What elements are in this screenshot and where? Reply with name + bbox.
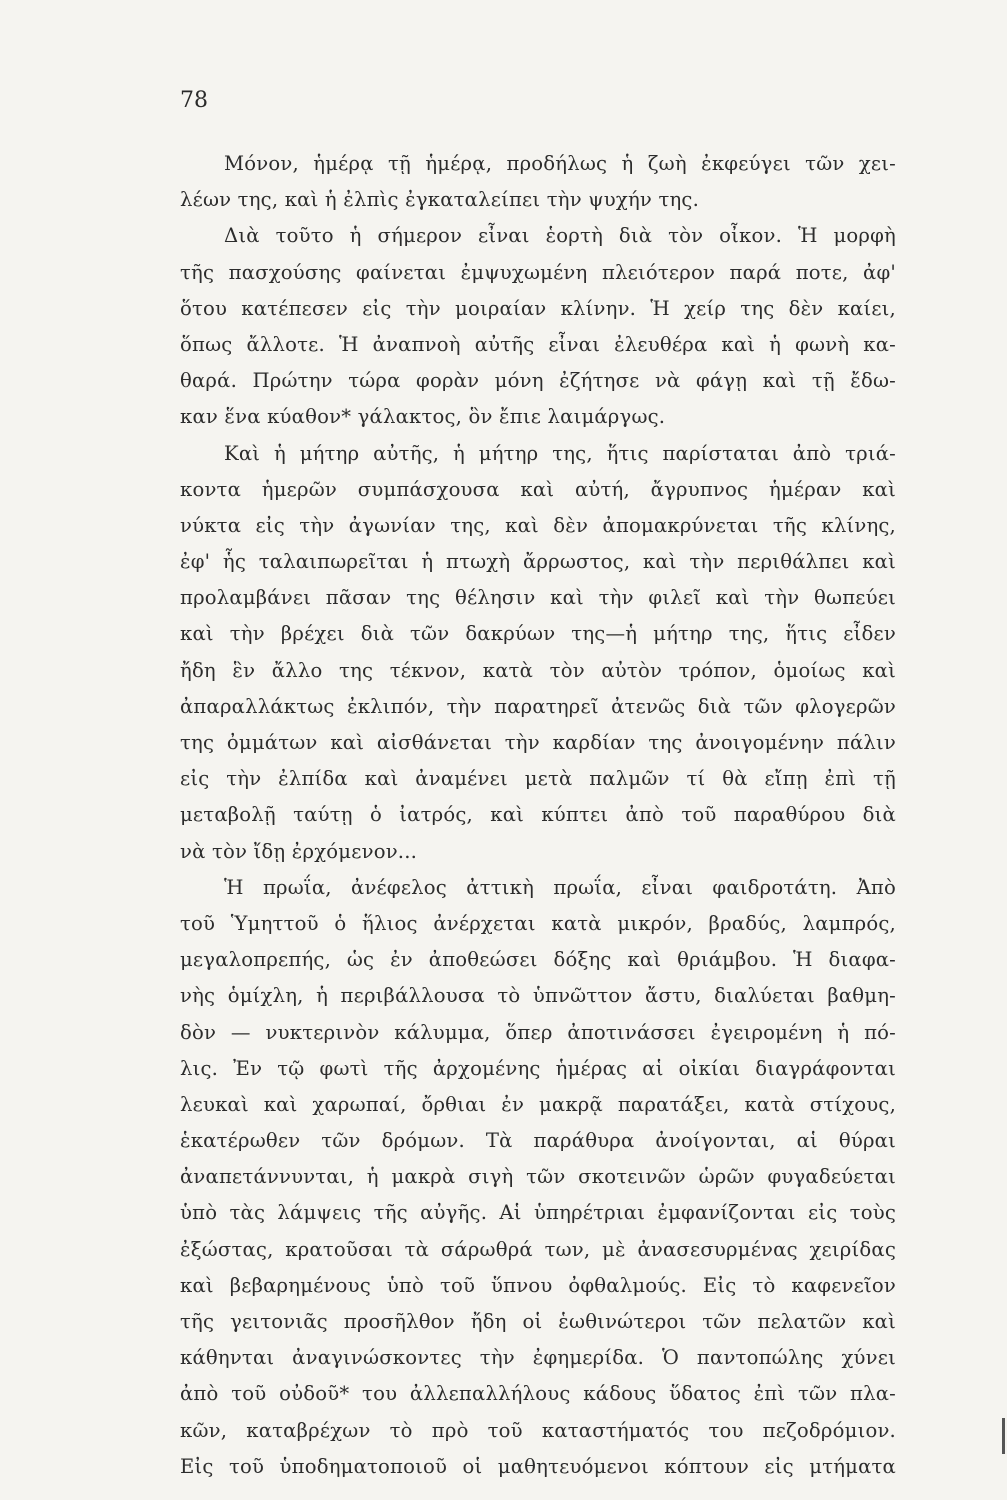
text-line: καν ἕνα κύαθον* γάλακτος, ὃν ἔπιε λαιμάργως. — [180, 405, 666, 429]
text-line: ἐξώστας, κρατοῦσαι τὰ σάρωθρά των, μὲ ἀνασεσυρμένας χειρίδας — [180, 1237, 896, 1261]
text-line: ὅτου κατέπεσεν εἰς τὴν μοιραίαν κλίνην. Ἡ χείρ της δὲν καίει, — [180, 296, 896, 320]
text-line: εἰς τὴν ἐλπίδα καὶ ἀναμένει μετὰ παλμῶν τί θὰ εἴπῃ ἐπὶ τῇ — [180, 767, 896, 791]
text-line: ἀπὸ τοῦ οὐδοῦ* του ἀλλεπαλλήλους κάδους ὕδατος ἐπὶ τῶν πλα- — [180, 1382, 896, 1406]
text-line: κῶν, καταβρέχων τὸ πρὸ τοῦ καταστήματός του πεζοδρόμιον. — [180, 1418, 896, 1442]
text-line: ἐφ' ἧς ταλαιπωρεῖται ἡ πτωχὴ ἄρρωστος, καὶ τὴν περιθάλπει καὶ — [180, 550, 896, 574]
text-line: νύκτα εἰς τὴν ἀγωνίαν της, καὶ δὲν ἀπομακρύνεται τῆς κλίνης, — [180, 513, 896, 537]
text-line: δὸν — νυκτερινὸν κάλυμμα, ὅπερ ἀποτινάσσει ἐγειρομένη ἡ πό- — [180, 1020, 896, 1044]
text-line: τῆς γειτονιᾶς προσῆλθον ἤδη οἱ ἑωθινώτεροι τῶν πελατῶν καὶ — [180, 1310, 896, 1333]
text-line: Διὰ τοῦτο ἡ σήμερον εἶναι ἑορτὴ διὰ τὸν οἶκον. Ἡ μορφὴ — [224, 224, 896, 248]
text-line: κάθηνται ἀναγινώσκοντες τὴν ἐφημερίδα. Ὁ παντοπώλης χύνει — [180, 1346, 896, 1370]
text-line: Μόνον, ἡμέρᾳ τῇ ἡμέρᾳ, προδήλως ἡ ζωὴ ἐκφεύγει τῶν χει- — [224, 152, 896, 175]
text-line: κοντα ἡμερῶν συμπάσχουσα καὶ αὐτή, ἄγρυπνος ἡμέραν καὶ — [180, 477, 896, 501]
text-line: Ἡ πρωΐα, ἀνέφελος ἀττικὴ πρωΐα, εἶναι φαιδροτάτη. Ἀπὸ — [224, 875, 896, 899]
text-line: καὶ τὴν βρέχει διὰ τῶν δακρύων της—ἡ μήτηρ της, ἥτις εἶδεν — [180, 622, 896, 646]
text-line: μεταβολῇ ταύτῃ ὁ ἰατρός, καὶ κύπτει ἀπὸ τοῦ παραθύρου διὰ — [180, 803, 896, 827]
text-line: ἀπαραλλάκτως ἐκλιπόν, τὴν παρατηρεῖ ἀτενῶς διὰ τῶν φλογερῶν — [180, 694, 896, 718]
page-number: 78 — [180, 88, 208, 113]
text-line: Εἰς τοῦ ὑποδηματοποιοῦ οἱ μαθητευόμενοι κόπτουν εἰς μτήματα — [180, 1454, 896, 1478]
text-line: της ὀμμάτων καὶ αἰσθάνεται τὴν καρδίαν της ἀνοιγομένην πάλιν — [180, 731, 896, 754]
text-line: προλαμβάνει πᾶσαν της θέλησιν καὶ τὴν φιλεῖ καὶ τὴν θωπεύει — [180, 586, 896, 610]
text-line: Καὶ ἡ μήτηρ αὐτῆς, ἡ μήτηρ της, ἥτις παρίσταται ἀπὸ τριά- — [224, 441, 896, 465]
text-line: ὑπὸ τὰς λάμψεις τῆς αὐγῆς. Αἱ ὑπηρέτριαι ἐμφανίζονται εἰς τοὺς — [180, 1201, 896, 1225]
text-line: ἀναπετάννυνται, ἡ μακρὰ σιγὴ τῶν σκοτεινῶν ὡρῶν φυγαδεύεται — [180, 1165, 896, 1189]
text-line: λις. Ἐν τῷ φωτὶ τῆς ἀρχομένης ἡμέρας αἱ οἰκίαι διαγράφονται — [180, 1056, 896, 1080]
text-line: ἤδη ἓν ἄλλο της τέκνον, κατὰ τὸν αὐτὸν τρόπον, ὁμοίως καὶ — [180, 658, 896, 682]
body-text — [180, 146, 896, 1485]
page-edge-mark — [1002, 1418, 1005, 1454]
text-line: λευκαὶ καὶ χαρωπαί, ὄρθιαι ἐν μακρᾷ παρατάξει, κατὰ στίχους, — [180, 1092, 896, 1116]
text-line: λέων της, καὶ ἡ ἐλπὶς ἐγκαταλείπει τὴν ψυχήν της. — [180, 188, 700, 212]
text-line: καὶ βεβαρημένους ὑπὸ τοῦ ὕπνου ὀφθαλμούς. Εἰς τὸ καφενεῖον — [180, 1273, 896, 1297]
text-line: ὅπως ἄλλοτε. Ἡ ἀναπνοὴ αὐτῆς εἶναι ἐλευθέρα καὶ ἡ φωνὴ κα- — [180, 332, 896, 356]
text-line: μεγαλοπρεπής, ὡς ἐν ἀποθεώσει δόξης καὶ θριάμβου. Ἡ διαφα- — [180, 948, 896, 972]
text-line: νὰ τὸν ἴδῃ ἐρχόμενον... — [180, 839, 418, 863]
text-line: ἑκατέρωθεν τῶν δρόμων. Τὰ παράθυρα ἀνοίγονται, αἱ θύραι — [180, 1129, 896, 1153]
text-line: νὴς ὁμίχλη, ἡ περιβάλλουσα τὸ ὑπνῶττον ἄστυ, διαλύεται βαθμη- — [180, 984, 896, 1008]
text-line: θαρά. Πρώτην τώρα φορὰν μόνη ἐζήτησε νὰ φάγῃ καὶ τῇ ἔδω- — [180, 369, 896, 393]
text-line: τοῦ Ὑμηττοῦ ὁ ἥλιος ἀνέρχεται κατὰ μικρόν, βραδύς, λαμπρός, — [180, 911, 896, 935]
text-line: τῆς πασχούσης φαίνεται ἐμψυχωμένη πλειότερον παρά ποτε, ἀφ' — [180, 260, 896, 284]
